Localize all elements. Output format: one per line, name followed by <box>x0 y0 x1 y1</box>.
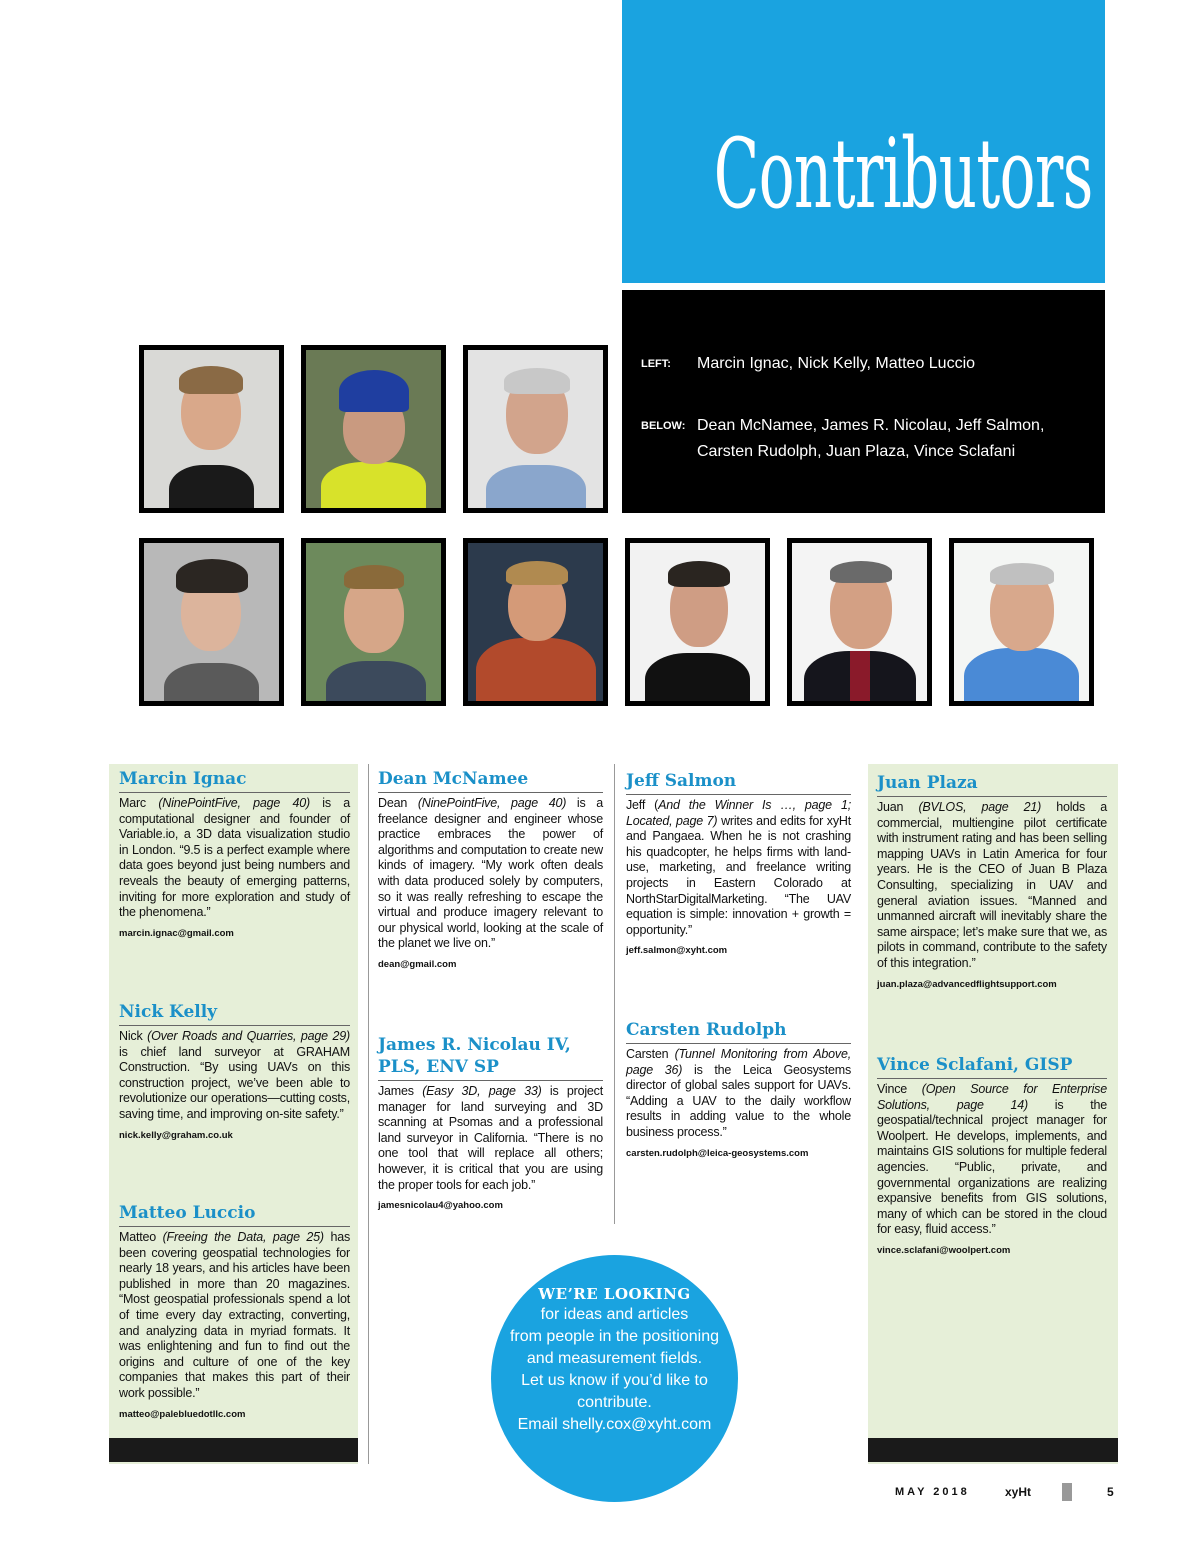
bio-text: Marc (NinePointFive, page 40) is a computational designer and founder of Variable.io, a 3D data visualization studio in London. “9.5 is a perfect example where data goes beyond just being numbers and reveals the beauty of emerging patterns, inviting for more exploration and study of the phenomena.” <box>119 796 350 920</box>
call-for-contributors-circle <box>491 1255 738 1502</box>
photo-vince-sclafani <box>949 538 1094 706</box>
cta-body <box>491 1304 738 1436</box>
bio-vince-sclafani <box>877 1054 1107 1256</box>
bio-name: Dean McNamee <box>378 768 603 793</box>
bio-email: jamesnicolau4@yahoo.com <box>378 1200 503 1212</box>
bio-text: Carsten (Tunnel Monitoring from Above, page 36) is the Leica Geosystems director of global sales support for UAVs. “Adding a UAV to the daily workflow results in adding value to the whole business process.” <box>626 1047 852 1139</box>
caption-below-names: Dean McNamee, James R. Nicolau, Jeff Salmon, Carsten Rudolph, Juan Plaza, Vince Sclafani <box>697 417 1045 460</box>
cta-email-line: Email shelly.cox@xyht.com <box>517 1416 712 1433</box>
bio-name: Juan Plaza <box>877 772 1107 797</box>
photo-carsten-rudolph <box>625 538 770 706</box>
bio-email: matteo@palebluedotllc.com <box>119 1408 246 1420</box>
bio-jeff-salmon <box>626 770 851 956</box>
right-column-footer-bar <box>868 1438 1118 1462</box>
bio-name: Vince Sclafani, GISP <box>877 1054 1107 1079</box>
photo-juan-plaza <box>787 538 932 706</box>
bio-name: Nick Kelly <box>119 1001 350 1026</box>
caption-left-names: Marcin Ignac, Nick Kelly, Matteo Luccio <box>697 355 976 372</box>
bio-name: Matteo Luccio <box>119 1202 350 1227</box>
bio-matteo-luccio <box>119 1202 350 1420</box>
cta-line: and measurement fields. <box>526 1350 703 1367</box>
bio-text: Vince (Open Source for Enterprise Solutions, page 14) is the geospatial/technical project manager for Woolpert. He develops, implements, and maintains GIS solutions for multiple federal agencies. “Public, private, and governmental organizations are realizing expansive benefits from GIS solutions, many of which can be stored in the cloud for easy, fluid access.” <box>877 1082 1107 1237</box>
cta-line: Let us know if you’d like to <box>521 1372 708 1389</box>
bio-name: Jeff Salmon <box>626 770 851 795</box>
bio-email: jeff.salmon@xyht.com <box>626 945 728 957</box>
title-banner <box>622 0 1105 283</box>
page-title: Contributors <box>713 118 1093 230</box>
footer-magazine-name: xyHt <box>1005 1485 1032 1499</box>
cta-line: contribute. <box>577 1394 652 1411</box>
bio-name: James R. Nicolau IV, PLS, ENV SP <box>378 1034 603 1081</box>
bio-name: Marcin Ignac <box>119 768 350 793</box>
bio-email: juan.plaza@advancedflightsupport.com <box>877 978 1057 990</box>
bio-text: Juan (BVLOS, page 21) holds a commercial, multiengine pilot certificate with instrument rating and has been selling mapping UAVs in Latin America for four years. He is the CEO of Juan B Plaza Consulting, specializing in UAV and general aviation issues. “Manned and unmanned aircraft will inevitably share the same airspace; let’s make sure that we, as pilots in command, contribute to the safety of this integration.” <box>877 800 1107 970</box>
cta-heading: WE’RE LOOKING <box>538 1285 691 1303</box>
photo-dean-mcnamee <box>139 538 284 706</box>
photo-james-nicolau <box>301 538 446 706</box>
bio-james-nicolau <box>378 1034 603 1211</box>
bio-carsten-rudolph <box>626 1019 851 1159</box>
bio-text: Matteo (Freeing the Data, page 25) has been covering geospatial technologies for nearly 18 years, and his articles have been published in more than 20 magazines. “Most geospatial professionals spend a lot of time every day extracting, converting, and analyzing data in myriad formats. It was enlightening and fun to find out the origins and culture of one of the key companies that makes this part of their work possible.” <box>119 1230 351 1400</box>
bio-email: nick.kelly@graham.co.uk <box>119 1129 233 1141</box>
bio-email: marcin.ignac@gmail.com <box>119 927 234 939</box>
bio-text: James (Easy 3D, page 33) is project manager for land surveying and 3D scanning at Psomas and a professional land surveyor in California. “There is no one tool that will replace all others; however, it is critical that you are using the proper tools for each job.” <box>378 1084 604 1192</box>
photo-matteo-luccio <box>463 345 608 513</box>
bio-dean-mcnamee <box>378 768 603 970</box>
bio-marcin-ignac <box>119 768 350 939</box>
column-divider <box>614 764 615 1224</box>
bio-juan-plaza <box>877 772 1107 990</box>
caption-left-tag: LEFT: <box>641 358 671 370</box>
left-column-footer-bar <box>109 1438 358 1462</box>
footer-marker <box>1062 1483 1072 1501</box>
photo-jeff-salmon <box>463 538 608 706</box>
photo-nick-kelly <box>301 345 446 513</box>
bio-email: vince.sclafani@woolpert.com <box>877 1244 1011 1256</box>
footer-date: MAY 2018 <box>895 1486 970 1498</box>
page-number: 5 <box>1107 1485 1114 1499</box>
caption-below-tag: BELOW: <box>641 420 686 432</box>
photo-marcin-ignac <box>139 345 284 513</box>
bio-text: Dean (NinePointFive, page 40) is a freelance designer and engineer whose practice embraces the power of algorithms and computation to create new kinds of imagery. “My work often deals with data produced solely by computers, so it was really refreshing to escape the virtual and produce imagery relevant to our physical world, looking at the scale of the planet we live on.” <box>378 796 603 951</box>
bio-email: carsten.rudolph@leica-geosystems.com <box>626 1147 809 1159</box>
column-divider <box>368 764 369 1464</box>
bio-email: dean@gmail.com <box>378 958 457 970</box>
cta-line: from people in the positioning <box>509 1328 720 1345</box>
bio-text: Nick (Over Roads and Quarries, page 29) is chief land surveyor at GRAHAM Construction. “By using UAVs on this construction project, we’ve been able to revolutionize our operations—cutting costs, saving time, and improving on-site safety.” <box>119 1029 350 1121</box>
bio-name: Carsten Rudolph <box>626 1019 851 1044</box>
photo-caption-box <box>622 290 1105 513</box>
bio-text: Jeff (And the Winner Is …, page 1; Located, page 7) writes and edits for xyHt and Pangaea. When he is not crashing his quadcopter, he helps firms with land-use, marketing, and freelance writing projects in Eastern Colorado at NorthStarDigitalMarketing. “The UAV equation is simple: innovation + growth = opportunity.” <box>626 798 852 937</box>
page-footer <box>895 1483 1125 1503</box>
cta-line: for ideas and articles <box>540 1306 689 1323</box>
bio-nick-kelly <box>119 1001 350 1141</box>
